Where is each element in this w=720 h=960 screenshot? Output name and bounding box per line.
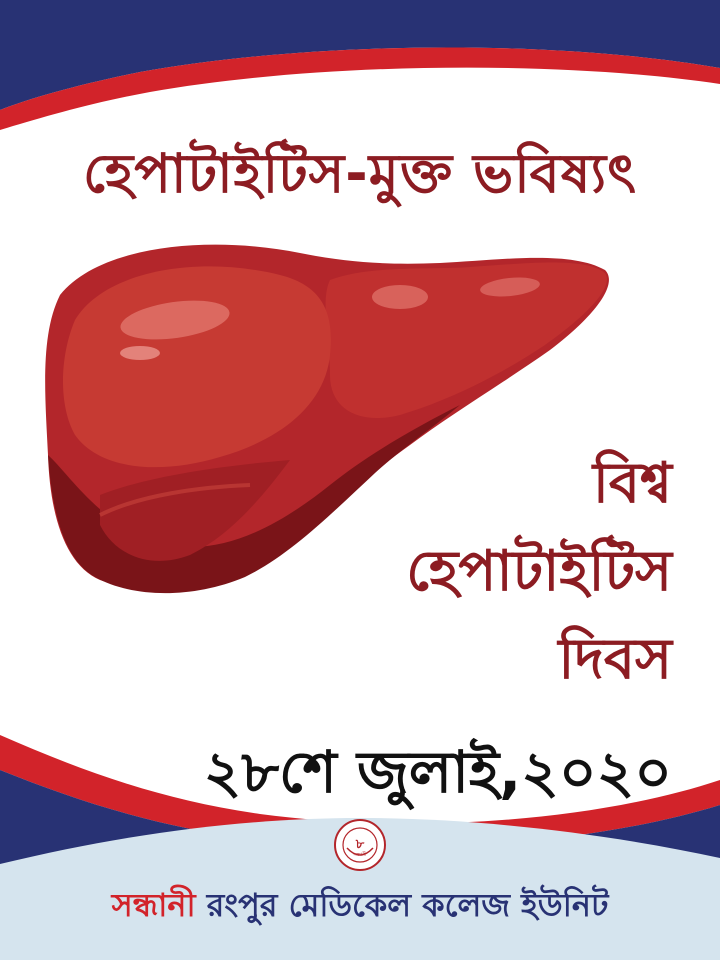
day-title-line-2: হেপাটাইটিস (406, 539, 672, 604)
day-title-line-1: বিশ্ব (592, 451, 672, 516)
logo-numeral: ৮ (355, 837, 365, 852)
event-date: ২৮শে জুলাই,২০২০ (203, 738, 672, 806)
day-title-line-3: দিবস (558, 627, 672, 692)
footer (0, 880, 720, 934)
footer-unit: রংপুর মেডিকেল কলেজ ইউনিট (206, 886, 609, 924)
headline: হেপাটাইটিস-মুক্ত ভবিষ্যৎ (83, 142, 637, 205)
logo-inner-text: সন্ধানী (353, 852, 367, 858)
sandhani-logo (333, 818, 387, 872)
footer-org: সন্ধানী (111, 886, 196, 924)
day-title (406, 440, 672, 704)
